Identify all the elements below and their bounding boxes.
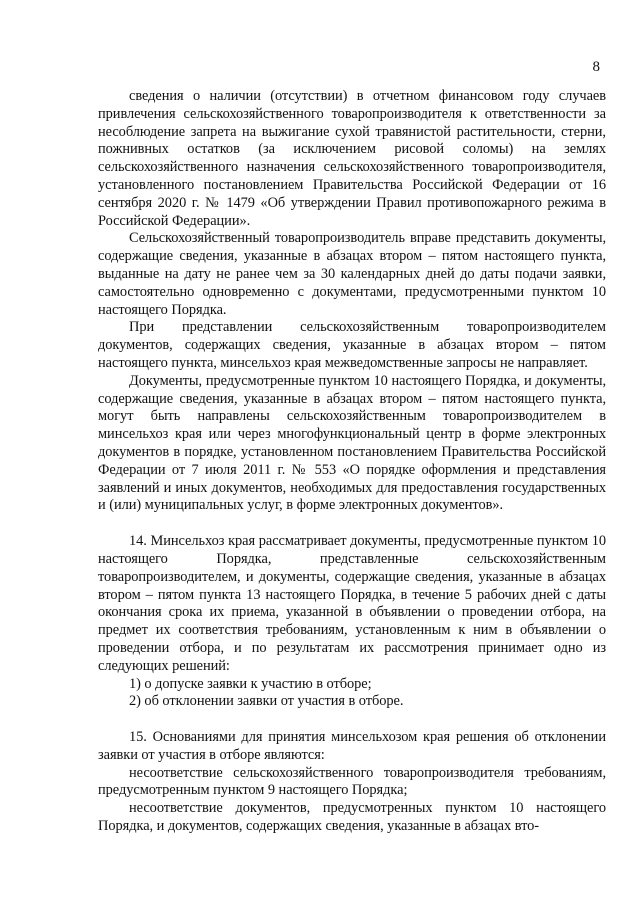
rejection-reason-requirements: несоответствие сельскохозяйственного товаропроизводителя требованиям, предусмотренным пунктом 9 настоящего Порядка; xyxy=(98,764,606,799)
paragraph-documents-submission: Сельскохозяйственный товаропроизводитель вправе представить документы, содержащие сведения, указанные в абзацах втором – пятом настоящего пункта, выданные на дату не ранее чем за 30 календарных дней до даты подачи заявки, самостоятельно одновременно с документами, предусмотренными пунктом 10 настоящего Порядка. xyxy=(98,230,606,318)
paragraph-item-14: 14. Минсельхоз края рассматривает документы, предусмотренные пунктом 10 настоящего Порядка, представленные сельскохозяйственным товаропроизводителем, и документы, содержащие сведения, указанные в абзацах втором – пятом пункта 13 настоящего Порядка, в течение 5 рабочих дней с даты окончания срока их приема, указанной в объявлении о проведении отбора, на предмет их соответствия требованиям, установленным к ним в объявлении о проведении отбора, и по результатам их рассмотрения принимает одно из следующих решений: xyxy=(98,533,606,674)
paragraph-item-15: 15. Основаниями для принятия минсельхозом края решения об отклонении заявки от участия в отборе являются: xyxy=(98,729,606,763)
paragraph-no-interdepartmental-requests: При представлении сельскохозяйственным товаропроизводителем документов, содержащих сведения, указанные в абзацах втором – пятом настоящего пункта, минсельхоз края межведомственные запросы не направляет. xyxy=(98,319,606,371)
decision-option-admit: 1) о допуске заявки к участию в отборе; xyxy=(129,675,372,692)
decision-option-reject: 2) об отклонении заявки от участия в отборе. xyxy=(129,693,404,710)
page-number: 8 xyxy=(592,59,600,75)
paragraph-fire-safety-info: сведения о наличии (отсутствии) в отчетном финансовом году случаев привлечения сельскохозяйственного товаропроизводителя к ответственности за несоблюдение запрета на выжигание сухой травянистой растительности, стерни, пожнивных остатков (за исключением рисовой соломы) на землях сельскохозяйственного назначения сельскохозяйственного товаропроизводителя, установленного постановлением Правительства Российской Федерации от 16 сентября 2020 г. № 1479 «Об утверждении Правил противопожарного режима в Российской Федерации». xyxy=(98,88,606,229)
rejection-reason-documents: несоответствие документов, предусмотренных пунктом 10 настоящего Порядка, и документов, содержащих сведения, указанные в абзацах вто- xyxy=(98,800,606,835)
paragraph-electronic-documents: Документы, предусмотренные пунктом 10 настоящего Порядка, и документы, содержащие сведения, указанные в абзацах втором – пятом настоящего пункта, могут быть направлены сельскохозяйственным товаропроизводителем в минсельхоз края или через многофункциональный центр в форме электронных документов в порядке, установленном постановлением Правительства Российской Федерации от 7 июля 2011 г. № 553 «О порядке оформления и представления заявлений и иных документов, необходимых для предоставления государственных и (или) муниципальных услуг, в форме электронных документов». xyxy=(98,372,606,514)
